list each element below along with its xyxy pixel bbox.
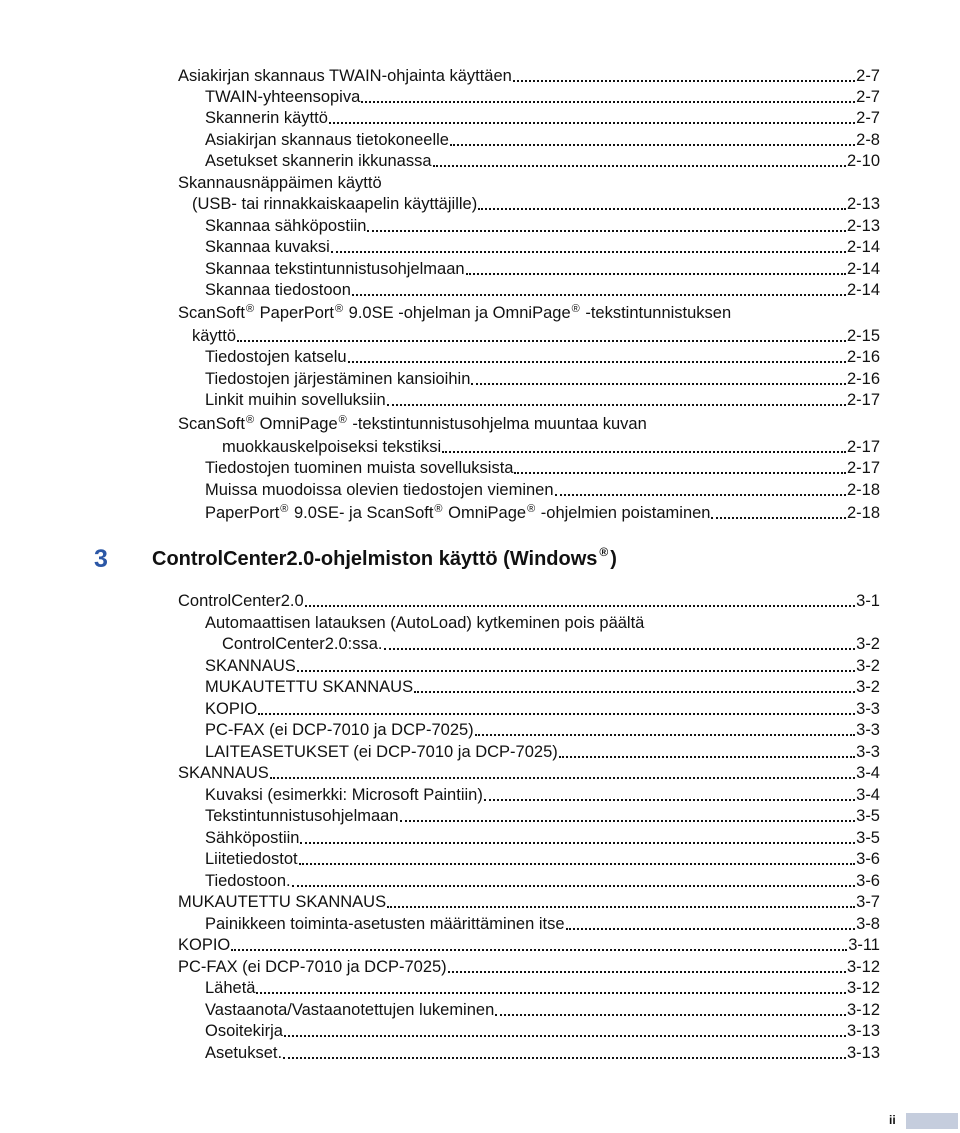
dot-leader (442, 451, 846, 453)
dot-leader (514, 472, 846, 474)
toc-entry-title: Vastaanota/Vastaanotettujen lukeminen (205, 1001, 495, 1019)
dot-leader (414, 691, 855, 693)
toc-page-number: 3-12 (846, 979, 880, 997)
toc-entry[interactable] (178, 413, 880, 435)
dot-leader (566, 928, 856, 930)
dot-leader (297, 670, 855, 672)
toc-entry-title: PC-FAX (ei DCP-7010 ja DCP-7025) (205, 721, 474, 739)
toc-entry-title: Tiedostojen tuominen muista sovelluksista (205, 459, 514, 477)
toc-entry[interactable] (205, 150, 880, 172)
toc-entry[interactable] (205, 107, 880, 129)
dot-leader (433, 165, 846, 167)
toc-page-number: 2-13 (846, 217, 880, 235)
toc-entry-title: Asetukset. (205, 1044, 283, 1062)
chapter-title: ControlCenter2.0-ohjelmiston käyttö (Windows ® ) (152, 545, 617, 570)
toc-entry[interactable] (178, 762, 880, 784)
toc-page-number: 2-18 (846, 481, 880, 499)
toc-entry[interactable] (178, 934, 880, 956)
chapter-number: 3 (94, 545, 108, 573)
toc-entry[interactable] (192, 325, 880, 347)
toc-entry[interactable] (205, 258, 880, 280)
toc-entry[interactable] (205, 655, 880, 677)
dot-leader (258, 713, 855, 715)
toc-entry[interactable] (205, 389, 880, 411)
dot-leader (284, 1035, 846, 1037)
toc-entry-title: PC-FAX (ei DCP-7010 ja DCP-7025) (178, 958, 447, 976)
dot-leader (384, 648, 856, 650)
dot-leader (478, 208, 846, 210)
toc-entry[interactable] (178, 65, 880, 87)
dot-leader (555, 494, 846, 496)
dot-leader (331, 251, 846, 253)
toc-page-number: 2-7 (856, 67, 880, 85)
toc-entry[interactable] (205, 1020, 880, 1042)
toc-page-number: 3-5 (856, 807, 880, 825)
registered-mark: ® (571, 303, 580, 315)
toc-page-number: 2-18 (846, 504, 880, 522)
dot-leader (471, 383, 846, 385)
toc-page-number: 3-8 (856, 915, 880, 933)
toc-page-number: 3-11 (848, 936, 880, 954)
toc-page-number: 2-7 (856, 109, 880, 127)
dot-leader (466, 273, 846, 275)
dot-leader (711, 517, 845, 519)
registered-mark: ® (334, 303, 344, 315)
toc-page-number: 2-17 (846, 459, 880, 477)
toc-entry[interactable] (222, 633, 880, 655)
registered-mark: ® (245, 303, 255, 315)
toc-entry-title: KOPIO (178, 936, 231, 954)
toc-entry-title: Tekstintunnistusohjelmaan (205, 807, 399, 825)
toc-entry-title: ScanSoft® OmniPage® -tekstintunnistusohjelma muuntaa kuvan (178, 414, 647, 433)
toc-entry[interactable] (205, 279, 880, 301)
toc-page-number: 3-4 (856, 786, 880, 804)
toc-entry-title: Tiedostojen järjestäminen kansioihin (205, 370, 471, 388)
toc-page-number: 3-3 (856, 700, 880, 718)
toc-entry-title: Automaattisen latauksen (AutoLoad) kytkeminen pois päältä (205, 614, 645, 632)
toc-entry[interactable] (205, 805, 880, 827)
dot-leader (270, 777, 855, 779)
toc-entry[interactable] (205, 86, 880, 108)
dot-leader (387, 404, 846, 406)
dot-leader (305, 605, 855, 607)
dot-leader (348, 361, 846, 363)
toc-entry-title: ControlCenter2.0 (178, 592, 304, 610)
dot-leader (237, 340, 846, 342)
toc-page-number: 2-10 (846, 152, 880, 170)
toc-page-number: 2-14 (846, 281, 880, 299)
page-number: ii (889, 1113, 896, 1127)
toc-entry-title: (USB- tai rinnakkaiskaapelin käyttäjille) (192, 195, 478, 213)
toc-entry[interactable] (205, 676, 880, 698)
toc-page-number: 2-17 (846, 391, 880, 409)
toc-entry[interactable] (205, 129, 880, 151)
toc-entry-title: Asetukset skannerin ikkunassa (205, 152, 432, 170)
toc-entry[interactable] (205, 719, 880, 741)
toc-entry-title: muokkauskelpoiseksi tekstiksi (222, 438, 442, 456)
toc-page-number: 2-16 (846, 370, 880, 388)
dot-leader (513, 80, 855, 82)
toc-entry-title: Tiedostoon. (205, 872, 291, 890)
registered-mark: ® (434, 503, 443, 515)
toc-entry[interactable] (192, 193, 880, 215)
toc-entry[interactable] (178, 590, 880, 612)
toc-entry-title: Skannerin käyttö (205, 109, 328, 127)
toc-entry[interactable] (205, 457, 880, 479)
dot-leader (475, 734, 855, 736)
toc-page-number: 2-15 (846, 327, 880, 345)
toc-entry-title: ControlCenter2.0:ssa. (222, 635, 383, 653)
dot-leader (329, 122, 855, 124)
toc-entry-title: Osoitekirja (205, 1022, 283, 1040)
toc-entry-title: Sähköpostiin (205, 829, 300, 847)
toc-entry-title: Asiakirjan skannaus TWAIN-ohjainta käyttäen (178, 67, 512, 85)
dot-leader (361, 101, 855, 103)
toc-entry[interactable] (205, 913, 880, 935)
toc-page-number: 3-2 (856, 678, 880, 696)
toc-page-number: 2-14 (846, 238, 880, 256)
toc-entry[interactable] (205, 612, 880, 634)
dot-leader (484, 799, 855, 801)
dot-leader (256, 992, 846, 994)
toc-entry[interactable] (222, 436, 880, 458)
toc-entry-title: ScanSoft® PaperPort® 9.0SE -ohjelman ja OmniPage® -tekstintunnistuksen (178, 303, 732, 322)
registered-mark: ® (599, 545, 609, 559)
toc-page-number: 3-13 (846, 1044, 880, 1062)
toc-page-number: 2-16 (846, 348, 880, 366)
dot-leader (400, 820, 856, 822)
toc-entry-title: Skannausnäppäimen käyttö (178, 174, 382, 192)
dot-leader (367, 230, 846, 232)
dot-leader (450, 144, 855, 146)
toc-page-number: 2-14 (846, 260, 880, 278)
toc-page-number: 3-3 (856, 721, 880, 739)
registered-mark: ® (245, 414, 255, 426)
toc-entry-title: Skannaa kuvaksi (205, 238, 330, 256)
toc-page-number: 2-8 (856, 131, 880, 149)
toc-entry-title: KOPIO (205, 700, 258, 718)
dot-leader (300, 842, 855, 844)
dot-leader (495, 1014, 846, 1016)
toc-entry-title: Muissa muodoissa olevien tiedostojen vieminen (205, 481, 554, 499)
toc-entry[interactable] (205, 236, 880, 258)
toc-entry[interactable] (205, 1042, 880, 1064)
toc-entry-title: Liitetiedostot (205, 850, 298, 868)
toc-entry-title: Skannaa sähköpostiin (205, 217, 367, 235)
registered-mark: ® (527, 503, 536, 515)
toc-entry-title: SKANNAUS (205, 657, 296, 675)
toc-page-number: 3-7 (856, 893, 880, 911)
toc-page-number: 3-3 (856, 743, 880, 761)
toc-entry-title: Linkit muihin sovelluksiin (205, 391, 386, 409)
toc-entry[interactable] (178, 172, 880, 194)
dot-leader (352, 294, 846, 296)
dot-leader (448, 971, 846, 973)
dot-leader (283, 1057, 846, 1059)
toc-entry-title: TWAIN-yhteensopiva (205, 88, 361, 106)
toc-entry-title: Tiedostojen katselu (205, 348, 347, 366)
toc-page-number: 2-7 (856, 88, 880, 106)
toc-page-number: 3-1 (856, 592, 880, 610)
toc-entry-title: Asiakirjan skannaus tietokoneelle (205, 131, 449, 149)
toc-entry[interactable] (205, 827, 880, 849)
toc-entry-title: käyttö (192, 327, 237, 345)
toc-page-number: 3-2 (856, 635, 880, 653)
toc-entry-title: PaperPort® 9.0SE- ja ScanSoft® OmniPage® -ohjelmien poistaminen (205, 503, 711, 522)
toc-entry[interactable] (205, 784, 880, 806)
toc-entry[interactable] (205, 741, 880, 763)
toc-entry[interactable] (205, 848, 880, 870)
dot-leader (299, 863, 855, 865)
toc-page-number: 3-12 (846, 958, 880, 976)
toc-page-number: 3-12 (846, 1001, 880, 1019)
toc-entry[interactable] (205, 870, 880, 892)
toc-entry-title: Kuvaksi (esimerkki: Microsoft Paintiin) (205, 786, 483, 804)
registered-mark: ® (280, 503, 289, 515)
dot-leader (559, 756, 855, 758)
toc-entry[interactable] (205, 479, 880, 501)
toc-entry[interactable] (205, 215, 880, 237)
toc-page-number: 3-6 (856, 872, 880, 890)
dot-leader (231, 949, 847, 951)
toc-entry-title: Skannaa tiedostoon (205, 281, 351, 299)
toc-entry[interactable] (178, 956, 880, 978)
toc-entry-title: MUKAUTETTU SKANNAUS (178, 893, 387, 911)
toc-page-number: 3-5 (856, 829, 880, 847)
dot-leader (387, 906, 855, 908)
dot-leader (292, 885, 856, 887)
registered-mark: ® (338, 414, 347, 426)
toc-page-number: 3-13 (846, 1022, 880, 1040)
toc-entry[interactable] (205, 368, 880, 390)
toc-entry-title: Lähetä (205, 979, 256, 997)
footer-bar (906, 1113, 958, 1129)
toc-entry-title: Skannaa tekstintunnistusohjelmaan (205, 260, 465, 278)
toc-page-number: 3-2 (856, 657, 880, 675)
toc-entry[interactable] (205, 502, 880, 524)
toc-entry-title: MUKAUTETTU SKANNAUS (205, 678, 414, 696)
toc-entry[interactable] (178, 302, 880, 324)
toc-entry[interactable] (205, 999, 880, 1021)
toc-entry[interactable] (205, 346, 880, 368)
toc-page-number: 2-17 (846, 438, 880, 456)
toc-entry[interactable] (205, 977, 880, 999)
toc-page-number: 3-6 (856, 850, 880, 868)
toc-page-number: 2-13 (846, 195, 880, 213)
toc-entry[interactable] (205, 698, 880, 720)
toc-entry[interactable] (178, 891, 880, 913)
toc-page-number: 3-4 (856, 764, 880, 782)
toc-entry-title: LAITEASETUKSET (ei DCP-7010 ja DCP-7025) (205, 743, 558, 761)
toc-entry-title: Painikkeen toiminta-asetusten määrittäminen itse (205, 915, 565, 933)
toc-entry-title: SKANNAUS (178, 764, 269, 782)
